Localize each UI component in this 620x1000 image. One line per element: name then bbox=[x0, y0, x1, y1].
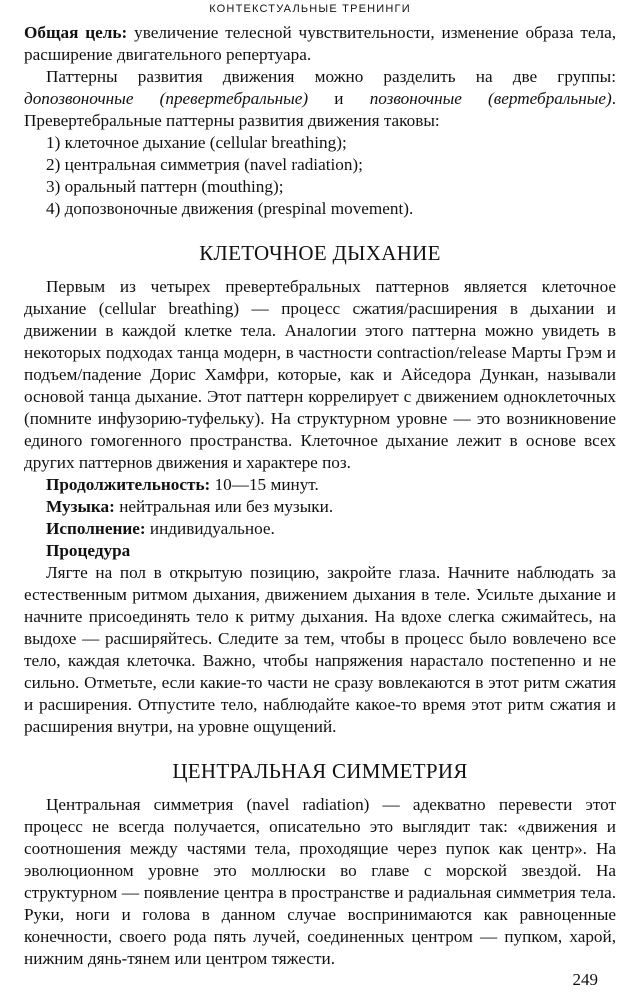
duration-value: 10—15 минут. bbox=[210, 475, 319, 494]
patterns-paragraph bbox=[24, 66, 616, 132]
music-value: нейтральная или без музыки. bbox=[114, 497, 334, 516]
music-line bbox=[24, 496, 616, 518]
performance-label: Исполнение: bbox=[46, 519, 146, 538]
music-label: Музыка: bbox=[46, 497, 115, 516]
goal-text: увеличение телесной чувствительности, изменение образа тела, расширение двигательного репертуара. bbox=[24, 23, 616, 64]
patterns-list bbox=[24, 132, 616, 220]
patterns-text-1: Паттерны развития движения можно разделить на две группы: bbox=[46, 67, 616, 86]
running-head: КОНТЕКСТУАЛЬНЫЕ ТРЕНИНГИ bbox=[209, 3, 411, 15]
list-item: 2) центральная симметрия (navel radiation); bbox=[46, 155, 363, 174]
page-number: 249 bbox=[572, 970, 598, 989]
patterns-italic-2: позвоночные (вертебральные) bbox=[369, 89, 612, 108]
central-symmetry-paragraph: Центральная симметрия (navel radiation) — адекватно перевести этот процесс не всегда получается, описательно это выглядит так: «движения и соотношения между частями тела, проходящие через пупок как центр». На эволюционном уровне это моллюски во главе с морской звездой. На структурном — появление центра в пространстве и радиальная симметрия тела. Руки, ноги и голова в данном случае воспринимаются как равноценные конечности, своего рода пять лучей, соединенных центром — пупком, харой, нижним дянь-тянем или центром тяжести. bbox=[24, 795, 616, 968]
list-item: 1) клеточное дыхание (cellular breathing); bbox=[46, 133, 347, 152]
procedure-paragraph: Лягте на пол в открытую позицию, закройте глаза. Начните наблюдать за естественным ритмом дыхания, движением дыхания в теле. Усильте дыхание и начните присоединять тело к ритму дыхания. На вдохе слегка сжимайтесь, на выдохе — расширяйтесь. Следите за тем, чтобы в процесс было вовлечено все тело, каждая клеточка. Важно, чтобы напряжения нарастало постепенно и не сильно. Отметьте, если какие-то части не сразу вовлекаются в этот ритм сжатия и расширения. Отпустите тело, наблюдайте какое-то время этот ритм сжатия и расширения внутри, на уровне ощущений. bbox=[24, 563, 616, 736]
goal-paragraph bbox=[24, 22, 616, 66]
duration-label: Продолжительность: bbox=[46, 475, 211, 494]
patterns-text-3: . Превертебральные паттерны развития движения таковы: bbox=[24, 89, 617, 130]
duration-line bbox=[24, 474, 616, 496]
patterns-text-2: и bbox=[308, 89, 370, 108]
section-heading-central-symmetry: ЦЕНТРАЛЬНАЯ СИММЕТРИЯ bbox=[172, 759, 468, 783]
performance-line bbox=[24, 518, 616, 540]
procedure-label: Процедура bbox=[46, 541, 131, 560]
performance-value: индивидуальное. bbox=[145, 519, 275, 538]
section-heading-cellular-breathing: КЛЕТОЧНОЕ ДЫХАНИЕ bbox=[199, 241, 441, 265]
patterns-italic-1: допозвоночные (превертебральные) bbox=[24, 89, 309, 108]
list-item: 3) оральный паттерн (mouthing); bbox=[46, 177, 284, 196]
page-content bbox=[24, 22, 616, 970]
procedure-heading bbox=[24, 540, 616, 562]
goal-label: Общая цель: bbox=[24, 23, 128, 42]
cellular-breathing-paragraph: Первым из четырех превертебральных паттернов является клеточное дыхание (cellular breathing) — процесс сжатия/расширения в дыхании и движении в каждой клетке тела. Аналогии этого паттерна можно увидеть в некоторых подходах танца модерн, в частности contraction/release Марты Грэм и подъем/падение Дорис Хамфри, которые, как и Айседора Дункан, называли основой танца дыхание. Этот паттерн коррелирует с движением одноклеточных (помните инфузорию-туфельку). На структурном уровне — это возникновение единого гомогенного пространства. Клеточное дыхание лежит в основе всех других паттернов движения и характере поз. bbox=[24, 277, 616, 472]
list-item: 4) допозвоночные движения (prespinal movement). bbox=[46, 199, 414, 218]
